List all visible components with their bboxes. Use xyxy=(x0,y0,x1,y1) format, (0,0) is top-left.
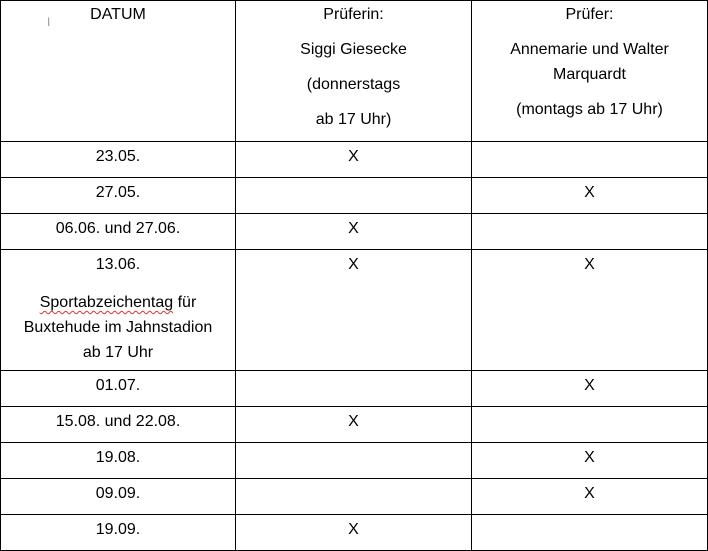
date-cell: 27.05. xyxy=(1,178,236,214)
table-row xyxy=(1,443,708,479)
header-pruefer-names: Annemarie und Walter xyxy=(510,41,669,58)
text-cursor-icon: I xyxy=(47,15,51,29)
prueferin-cell: X xyxy=(236,515,472,551)
event-note: Sportabzeichentag für Buxtehude im Jahnstadion ab 17 Uhr xyxy=(23,294,213,361)
header-pruefer-day-time: (montags ab 17 Uhr) xyxy=(516,101,663,118)
table-row xyxy=(1,515,708,551)
prueferin-cell xyxy=(236,479,472,515)
prueferin-cell: X xyxy=(236,407,472,443)
date-cell: 06.06. und 27.06. xyxy=(1,214,236,250)
header-prueferin-time: ab 17 Uhr) xyxy=(315,111,392,128)
table-row xyxy=(1,142,708,178)
table-row xyxy=(1,479,708,515)
date-cell: 09.09. xyxy=(1,479,236,515)
prueferin-cell: X xyxy=(236,214,472,250)
date-cell: 15.08. und 22.08. xyxy=(1,407,236,443)
date-value: 13.06. xyxy=(95,256,141,273)
prueferin-cell: X xyxy=(236,142,472,178)
pruefer-cell: X xyxy=(472,371,708,407)
table-row xyxy=(1,407,708,443)
header-pruefer-title: Prüfer: xyxy=(565,6,614,23)
pruefer-cell xyxy=(472,515,708,551)
header-prueferin-day: (donnerstags xyxy=(306,76,401,93)
date-cell: 19.09. xyxy=(1,515,236,551)
header-prueferin xyxy=(236,1,472,142)
prueferin-cell xyxy=(236,371,472,407)
table-row xyxy=(1,371,708,407)
header-pruefer-names-2: Marquardt xyxy=(553,66,626,83)
table-row xyxy=(1,178,708,214)
pruefer-cell: X xyxy=(472,479,708,515)
pruefer-cell xyxy=(472,214,708,250)
date-cell: 01.07. xyxy=(1,371,236,407)
pruefer-cell xyxy=(472,407,708,443)
table-row xyxy=(1,250,708,371)
prueferin-cell: X xyxy=(236,250,472,371)
date-cell xyxy=(1,250,236,371)
header-datum-label: DATUM xyxy=(90,6,146,23)
spellcheck-word: Sportabzeichentag xyxy=(39,294,174,311)
pruefer-cell xyxy=(472,142,708,178)
header-prueferin-title: Prüferin: xyxy=(323,6,384,23)
date-cell: 23.05. xyxy=(1,142,236,178)
header-datum xyxy=(1,1,236,142)
date-cell: 19.08. xyxy=(1,443,236,479)
table-header-row xyxy=(1,1,708,142)
header-prueferin-name: Siggi Giesecke xyxy=(300,41,407,58)
prueferin-cell xyxy=(236,443,472,479)
pruefer-cell: X xyxy=(472,250,708,371)
header-pruefer xyxy=(472,1,708,142)
prueferin-cell xyxy=(236,178,472,214)
pruefer-cell: X xyxy=(472,443,708,479)
pruefer-cell: X xyxy=(472,178,708,214)
table-row xyxy=(1,214,708,250)
